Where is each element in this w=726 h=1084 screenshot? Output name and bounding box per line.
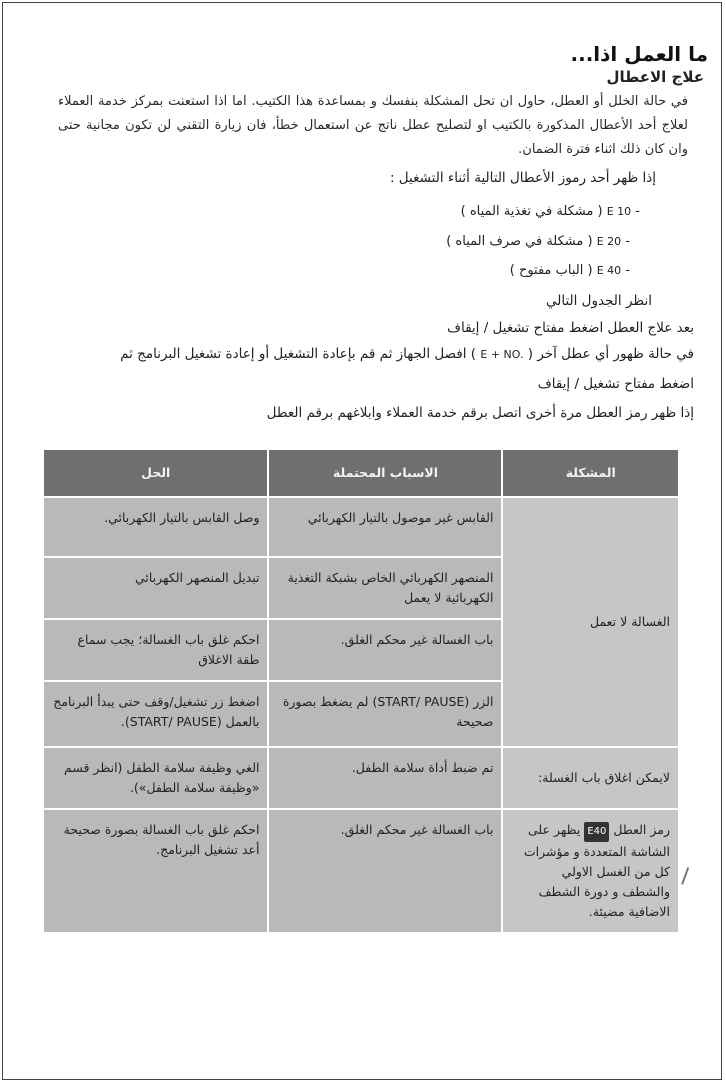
- cause-cell: المنصهر الكهربائي الخاص بشبكة التغذية الكهربائية لا يعمل: [268, 557, 502, 619]
- cause-cell: القابس غير موصول بالتيار الكهربائي: [268, 497, 502, 557]
- solution-cell: اضغط زر تشغيل/وقف حتى يبدأ البرنامج بالعمل (START/ PAUSE).: [43, 681, 268, 747]
- instruction-line-3: اضغط مفتاح تشغيل / إيقاف: [537, 376, 694, 392]
- solution-cell: احكم غلق باب الغسالة؛ يجب سماع طقة الاغلاق: [43, 619, 268, 681]
- problem-cell: رمز العطل E40 يظهر على الشاشة المتعددة و مؤشرات كل من الغسل الاولي والشطف و دورة الشطف الاضافية مضيئة.: [502, 809, 679, 933]
- table-row: [43, 497, 679, 557]
- error-desc: ( مشكلة في تغذية المياه ): [460, 204, 603, 219]
- error-code: E 40: [596, 264, 622, 277]
- error-code-item: [446, 234, 630, 249]
- intro-paragraph: في حالة الخلل أو العطل، حاول ان تحل المشكلة بنفسك و بمساعدة هذا الكتيب. اما اذا استعنت بمركز خدمة العملاء لعلاج أحد الأعطال المذكورة بالكتيب او لتصليح عطل ناتج عن استعمال خطأ، فان زيارة التقني لن تكون مجانية حتى وان كان ذلك اثناء فترة الضمان.: [58, 94, 688, 157]
- bullet-dash: -: [625, 234, 630, 249]
- bullet-dash: -: [635, 204, 640, 219]
- header-problem: المشكلة: [502, 449, 679, 497]
- cause-cell: باب الغسالة غير محكم الغلق.: [268, 619, 502, 681]
- table-row: [43, 747, 679, 809]
- instruction-line-4: إذا ظهر رمز العطل مرة أخرى اتصل برقم خدمة العملاء وابلاغهم برقم العطل: [266, 405, 694, 421]
- table-row: [43, 809, 679, 933]
- instruction-line-1: بعد علاج العطل اضغط مفتاح تشغيل / إيقاف: [446, 320, 694, 336]
- error-desc: ( الباب مفتوح ): [509, 263, 593, 278]
- error-code-badge: E40: [584, 822, 609, 842]
- bullet-dash: -: [625, 263, 630, 278]
- problem-cell: لايمكن اغلاق باب الغسلة:: [502, 747, 679, 809]
- error-code-generic: E + NO.: [480, 348, 524, 361]
- section-subtitle: علاج الاعطال: [606, 68, 704, 86]
- error-code-item: [461, 204, 640, 219]
- solution-cell: تبديل المنصهر الكهربائي: [43, 557, 268, 619]
- instruction-line-2: في حالة ظهور أي عطل آخر ( E + NO. ) افصل الجهاز ثم قم بإعادة التشغيل أو إعادة تشغيل البرنامج ثم: [120, 346, 694, 362]
- cause-cell: تم ضبط أداة سلامة الطفل.: [268, 747, 502, 809]
- codes-lead: إذا ظهر أحد رموز الأعطال التالية أثناء التشغيل :: [389, 170, 656, 186]
- cause-cell: باب الغسالة غير محكم الغلق.: [268, 809, 502, 933]
- error-code: E 10: [606, 205, 632, 218]
- error-code: E 20: [596, 235, 622, 248]
- problem-cell: الغسالة لا تعمل: [502, 497, 679, 747]
- see-table-note: انظر الجدول التالي: [545, 293, 652, 309]
- cause-cell: الزر (START/ PAUSE) لم يضغط بصورة صحيحة: [268, 681, 502, 747]
- solution-cell: وصل القابس بالتيار الكهربائي.: [43, 497, 268, 557]
- error-desc: ( مشكلة في صرف المياه ): [446, 234, 593, 249]
- header-cause: الاسباب المحتملة: [268, 449, 502, 497]
- solution-cell: احكم غلق باب الغسالة بصورة صحيحة أعد تشغيل البرنامج.: [43, 809, 268, 933]
- error-code-item: [510, 263, 630, 278]
- header-solution: الحل: [43, 449, 268, 497]
- solution-cell: الغي وظيفة سلامة الطفل (انظر قسم «وظيفة سلامة الطفل»).: [43, 747, 268, 809]
- table-header-row: [43, 449, 679, 497]
- troubleshooting-table: [42, 448, 680, 934]
- page-title: ما العمل اذا...: [570, 42, 708, 66]
